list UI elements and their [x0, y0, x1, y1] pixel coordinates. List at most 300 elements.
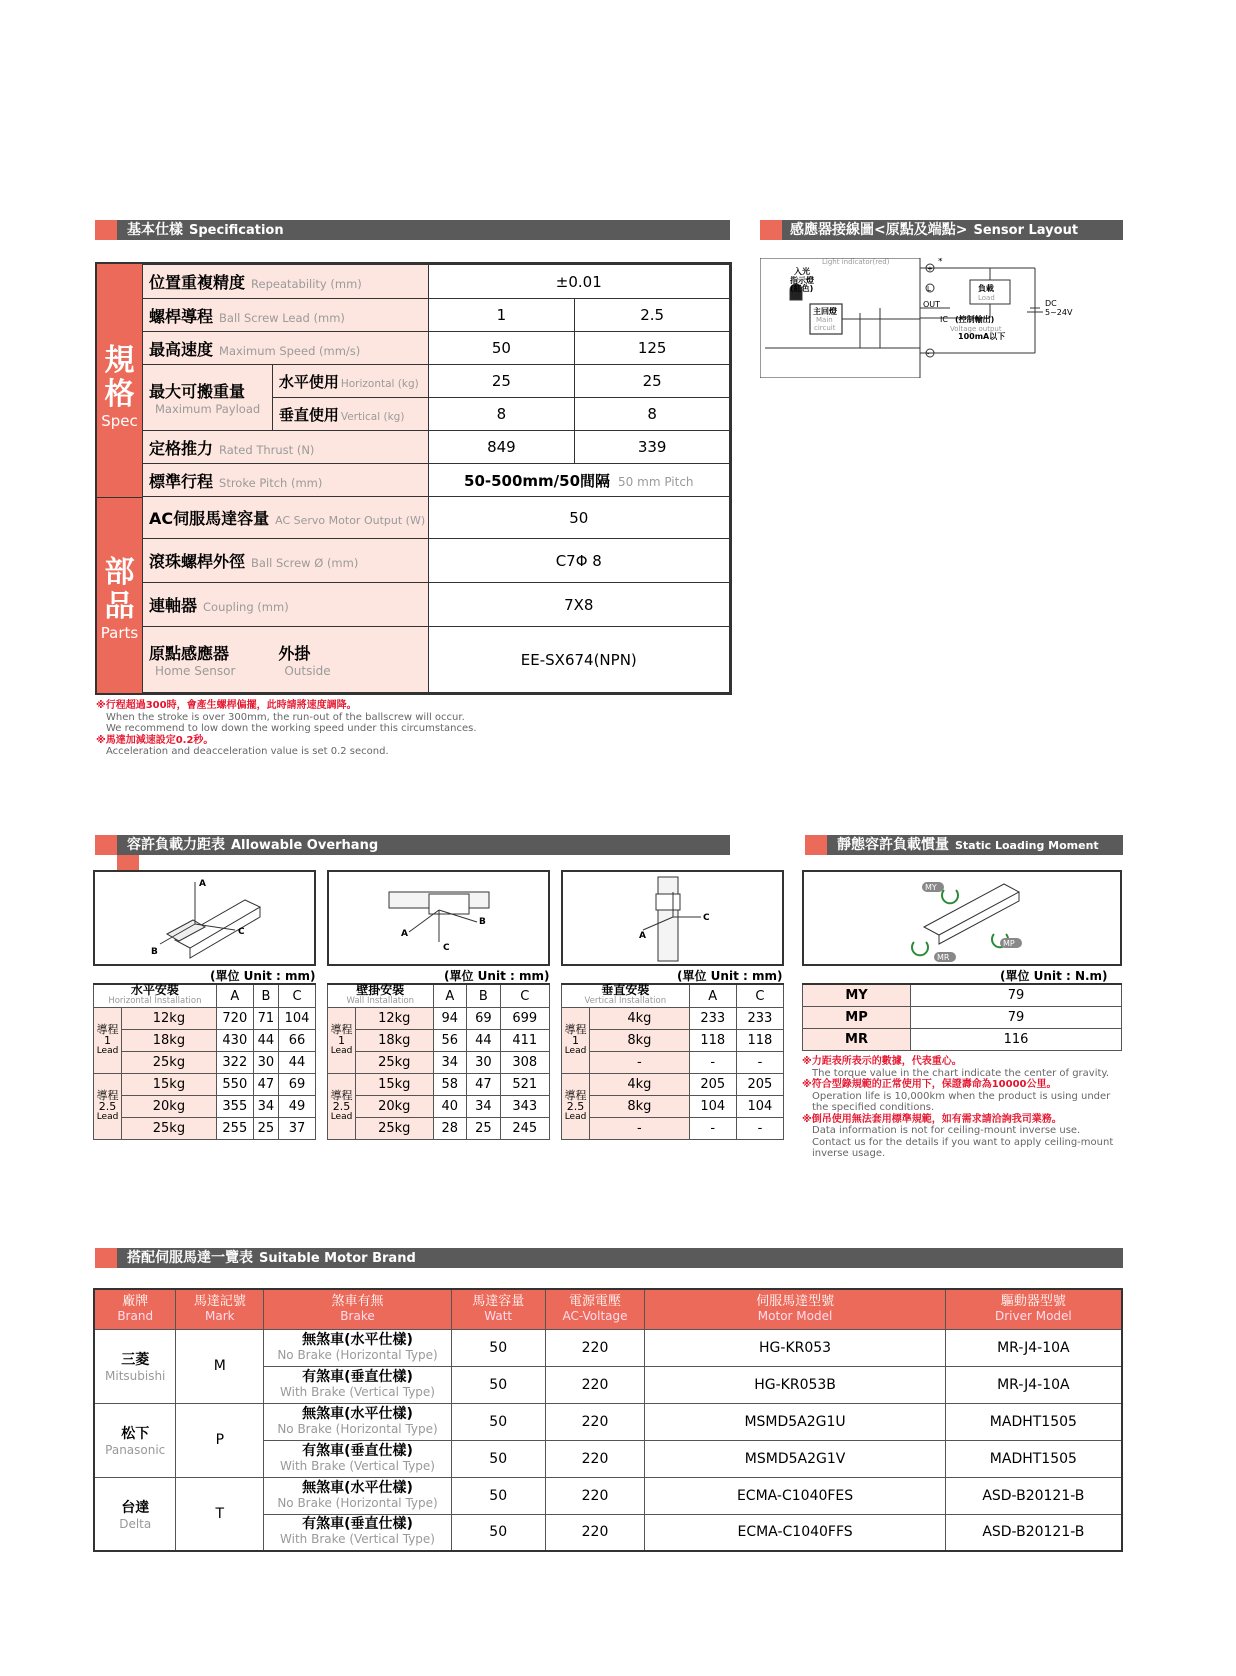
- column-header: [94, 1289, 176, 1329]
- value-cell: 104: [689, 1096, 736, 1118]
- install-type-header: [94, 984, 217, 1008]
- value: 849: [428, 431, 575, 464]
- note-ceiling-en1: Data information is not for ceiling-mount inverse use.: [812, 1125, 1081, 1136]
- value-cell: 233: [689, 1008, 736, 1030]
- moment-diagram-drawing: [804, 872, 1120, 964]
- motor-v-cell: 220: [545, 1440, 645, 1477]
- header-cn: 電源電壓: [568, 1294, 621, 1310]
- load-cell: -: [590, 1052, 690, 1074]
- table-row: [328, 1052, 550, 1074]
- lead-cn: 導程: [564, 1089, 587, 1102]
- wall-install-diagram: [327, 870, 550, 966]
- spec-side-label: [97, 264, 142, 497]
- overhang-title-en: Allowable Overhang: [231, 838, 379, 853]
- parts-side-label: [97, 497, 142, 693]
- motor-brand-table: [93, 1288, 1123, 1552]
- load-cell: 20kg: [122, 1096, 217, 1118]
- axis-b-label: B: [151, 947, 158, 957]
- axis-c-label: C: [703, 913, 710, 923]
- value: 1: [428, 299, 575, 332]
- sensor-wiring-diagram: [760, 258, 1080, 378]
- motor-header-row: [94, 1289, 1122, 1329]
- vertical-table-grid: [561, 983, 784, 1140]
- value: 50-500mm/50間隔: [464, 471, 611, 490]
- value-cell: 58: [433, 1074, 467, 1096]
- unit-label: (單位 Unit : mm): [210, 969, 316, 983]
- header-en: Driver Model: [994, 1309, 1072, 1324]
- table-row: [328, 1008, 550, 1030]
- table-row: [562, 1008, 784, 1030]
- horizontal-overhang-table: [93, 983, 316, 1140]
- value-cell: 245: [500, 1118, 549, 1140]
- value-cell: -: [689, 1052, 736, 1074]
- value-cell: 47: [253, 1074, 278, 1096]
- label-cn: 螺桿導程: [149, 306, 214, 326]
- lead-value: 2.5: [566, 1100, 585, 1113]
- motor-d-cell: MR-J4-10A: [945, 1329, 1122, 1366]
- value-cell: 720: [216, 1008, 253, 1030]
- brake-cn: 有煞車(垂直仕樣): [302, 1368, 413, 1385]
- label-cn2: 外掛: [278, 644, 311, 663]
- label-my: MY: [925, 883, 937, 892]
- note-ceiling-en2: Contact us for the details if you want to apply ceiling-mount inverse usage.: [812, 1136, 1114, 1159]
- spec-side-cn2: 格: [104, 377, 135, 412]
- spec-row-coupling: [143, 583, 730, 627]
- sensor-dc: DC: [1045, 299, 1057, 308]
- brake-cell: [264, 1440, 452, 1477]
- value-cell: 69: [278, 1074, 315, 1096]
- header-accent: [95, 835, 117, 855]
- sensor-light-en: Light indicator(red): [822, 258, 890, 266]
- value-cell: 343: [500, 1096, 549, 1118]
- note-stroke-en1: When the stroke is over 300mm, the run-out of the ballscrew will occur.: [106, 711, 465, 723]
- table-header-row: [562, 984, 784, 1008]
- value-cell: 550: [216, 1074, 253, 1096]
- wall-overhang-table: [327, 983, 550, 1140]
- motor-w-cell: 50: [451, 1366, 545, 1403]
- unit-label: (單位 Unit : mm): [444, 969, 550, 983]
- label-en: Vertical (kg): [340, 410, 405, 423]
- moment-value: 116: [911, 1028, 1122, 1050]
- value-cell: 430: [216, 1030, 253, 1052]
- motor-m-cell: MSMD5A2G1V: [645, 1440, 945, 1477]
- mark-cell: M: [176, 1329, 264, 1403]
- brand-cell: [94, 1477, 176, 1551]
- lead-cn: 導程: [96, 1023, 119, 1036]
- load-cell: 15kg: [122, 1074, 217, 1096]
- column-header: C: [500, 984, 549, 1008]
- motor-d-cell: MR-J4-10A: [945, 1366, 1122, 1403]
- value: 2.5: [575, 299, 730, 332]
- motor-w-cell: 50: [451, 1477, 545, 1514]
- table-row: [562, 1096, 784, 1118]
- moment-value: 79: [911, 984, 1122, 1006]
- value-cell: 411: [500, 1030, 549, 1052]
- value-cell: -: [689, 1118, 736, 1140]
- lead-en: Lead: [564, 1046, 587, 1056]
- label-cn: 原點感應器: [149, 644, 230, 663]
- spec-row-repeatability: [143, 265, 730, 299]
- note-accel: ※馬達加減速設定0.2秒。: [96, 734, 214, 746]
- spec-row-speed: [143, 332, 730, 365]
- moment-table: [802, 983, 1122, 1051]
- label-en: Repeatability (mm): [251, 277, 362, 291]
- table-row: [562, 1052, 784, 1074]
- moment-diagram: [802, 870, 1122, 966]
- brand-cell: [94, 1329, 176, 1403]
- sensor-ma: 100mA以下: [958, 332, 1006, 341]
- header-en: Brand: [117, 1309, 154, 1324]
- mark-cell: T: [176, 1477, 264, 1551]
- value: ±0.01: [428, 265, 729, 299]
- axis-c-label: C: [238, 927, 245, 937]
- sensor-title: 感應器接線圖<原點及端點>: [790, 222, 968, 238]
- label-en: Stroke Pitch (mm): [219, 475, 323, 490]
- mark-cell: P: [176, 1403, 264, 1477]
- motor-m-cell: MSMD5A2G1U: [645, 1403, 945, 1440]
- header-accent: [95, 220, 117, 240]
- sensor-dcv: 5~24V: [1045, 308, 1073, 317]
- value: 125: [575, 332, 730, 365]
- value-cell: 521: [500, 1074, 549, 1096]
- moment-name: MY: [803, 984, 911, 1006]
- lead-group-label: [94, 1008, 122, 1074]
- header-accent: [95, 1248, 117, 1268]
- table-row: [94, 1008, 316, 1030]
- label-cn: 連軸器: [149, 596, 198, 615]
- axis-c-label: C: [443, 943, 450, 953]
- value-cell: 44: [278, 1052, 315, 1074]
- label-cn: 水平使用: [278, 372, 339, 391]
- spec-row-screw: [143, 539, 730, 583]
- vertical-install-diagram: [561, 870, 784, 966]
- spec-row-thrust: [143, 431, 730, 464]
- label-en2: Outside: [284, 664, 331, 678]
- value: 8: [428, 398, 575, 431]
- column-header: B: [253, 984, 278, 1008]
- lead-cn: 導程: [330, 1023, 353, 1036]
- header-cn: 伺服馬達型號: [756, 1294, 835, 1310]
- label-cn: 位置重複精度: [149, 273, 246, 292]
- spec-side-cn1: 規: [104, 343, 135, 378]
- motor-m-cell: ECMA-C1040FFS: [645, 1514, 945, 1551]
- column-header: [945, 1289, 1122, 1329]
- note-ceiling: ※倒吊使用無法套用標準規範，如有需求請洽詢我司業務。: [802, 1113, 1062, 1125]
- column-header: [545, 1289, 645, 1329]
- moment-title-en: Static Loading Moment: [955, 839, 1099, 852]
- value-cell: 118: [689, 1030, 736, 1052]
- sensor-red-cn: (紅色): [790, 284, 814, 293]
- load-cell: 8kg: [590, 1030, 690, 1052]
- vertical-diagram-drawing: [563, 872, 782, 964]
- motor-row: [94, 1403, 1122, 1440]
- value: 25: [428, 365, 575, 398]
- wall-diagram-drawing: [329, 872, 548, 964]
- value: 8: [575, 398, 730, 431]
- load-cell: 4kg: [590, 1008, 690, 1030]
- table-row: [94, 1030, 316, 1052]
- value-cell: 44: [253, 1030, 278, 1052]
- value-cell: 49: [278, 1096, 315, 1118]
- lead-value: 2.5: [332, 1100, 351, 1113]
- value-cell: 30: [467, 1052, 501, 1074]
- install-type-cn: 垂直安裝: [601, 983, 650, 997]
- value-cell: -: [736, 1052, 783, 1074]
- moment-name: MR: [803, 1028, 911, 1050]
- load-cell: 25kg: [122, 1052, 217, 1074]
- spec-row-stroke: [143, 464, 730, 497]
- brand-en: Panasonic: [105, 1443, 166, 1457]
- lead-cn: 導程: [96, 1089, 119, 1102]
- moment-row: [803, 1006, 1122, 1028]
- lead-group-label: [328, 1074, 356, 1140]
- motor-m-cell: HG-KR053: [645, 1329, 945, 1366]
- table-header-row: [94, 984, 316, 1008]
- brake-cell: [264, 1477, 452, 1514]
- label-en: Coupling (mm): [203, 600, 289, 614]
- load-cell: 4kg: [590, 1074, 690, 1096]
- install-type-header: [328, 984, 434, 1008]
- motor-v-cell: 220: [545, 1514, 645, 1551]
- install-type-header: [562, 984, 690, 1008]
- column-header: A: [433, 984, 467, 1008]
- spec-title-en: Specification: [189, 223, 284, 238]
- table-row: [562, 1118, 784, 1140]
- lead-en: Lead: [330, 1112, 353, 1122]
- parts-side-en: Parts: [100, 624, 139, 642]
- header-en: Mark: [205, 1309, 235, 1324]
- value-cell: 34: [433, 1052, 467, 1074]
- header-cn: 煞車有無: [331, 1294, 384, 1310]
- motor-v-cell: 220: [545, 1403, 645, 1440]
- label-mr: MR: [937, 953, 950, 962]
- label-cn: 滾珠螺桿外徑: [149, 552, 246, 571]
- lead-en: Lead: [96, 1046, 119, 1056]
- motor-v-cell: 220: [545, 1477, 645, 1514]
- overhang-title: 容許負載力距表: [127, 837, 225, 853]
- brake-cn: 有煞車(垂直仕樣): [302, 1442, 413, 1459]
- sensor-ctrl-cn: (控制輸出): [955, 315, 995, 324]
- brand-cn: 台達: [121, 1499, 150, 1516]
- brake-cn: 無煞車(水平仕樣): [302, 1479, 413, 1496]
- lead-group-label: [562, 1008, 590, 1074]
- brand-cn: 三菱: [121, 1352, 150, 1368]
- brake-cell: [264, 1403, 452, 1440]
- table-header-row: [328, 984, 550, 1008]
- header-cn: 驅動器型號: [1000, 1294, 1066, 1310]
- label-mp: MP: [1003, 939, 1015, 948]
- motor-d-cell: ASD-B20121-B: [945, 1477, 1122, 1514]
- value-cell: 37: [278, 1118, 315, 1140]
- value: C7Φ 8: [428, 539, 729, 583]
- motor-m-cell: HG-KR053B: [645, 1366, 945, 1403]
- load-cell: 18kg: [122, 1030, 217, 1052]
- moment-title: 靜態容許負載慣量: [837, 837, 949, 853]
- table-row: [328, 1030, 550, 1052]
- column-header: C: [736, 984, 783, 1008]
- sensor-load-en: Load: [978, 294, 995, 302]
- value-cell: 47: [467, 1074, 501, 1096]
- column-header: [645, 1289, 945, 1329]
- label-cn: 垂直使用: [278, 405, 339, 424]
- label-en: Home Sensor: [155, 664, 236, 678]
- load-cell: 8kg: [590, 1096, 690, 1118]
- value-cell: 205: [689, 1074, 736, 1096]
- motor-d-cell: MADHT1505: [945, 1403, 1122, 1440]
- value: 50: [428, 497, 729, 539]
- header-cn: 馬達容量: [472, 1294, 525, 1310]
- label-en: AC Servo Motor Output (W): [275, 514, 426, 527]
- value: 50: [428, 332, 575, 365]
- sensor-main-en2: circuit: [814, 324, 836, 332]
- note-torque: ※力距表所表示的數據，代表重心。: [802, 1056, 962, 1067]
- wall-table-grid: [327, 983, 550, 1140]
- header-en: AC-Voltage: [562, 1309, 628, 1324]
- brake-en: With Brake (Vertical Type): [280, 1532, 435, 1547]
- note-torque-en: The torque value in the chart indicate the center of gravity.: [812, 1067, 1110, 1079]
- install-type-cn: 壁掛安裝: [356, 983, 405, 997]
- table-row: [328, 1096, 550, 1118]
- table-row: [94, 1052, 316, 1074]
- lead-en: Lead: [564, 1112, 587, 1122]
- spec-table: [95, 262, 732, 695]
- label-en: Maximum Speed (mm/s): [219, 343, 361, 358]
- header-en: Brake: [340, 1309, 375, 1324]
- value-cell: 308: [500, 1052, 549, 1074]
- install-type-en: Vertical Installation: [584, 996, 667, 1006]
- header-cn: 廠牌: [122, 1294, 149, 1310]
- moment-row: [803, 1028, 1122, 1050]
- label-cn: AC伺服馬達容量: [149, 509, 270, 528]
- sensor-minus: -: [927, 350, 930, 358]
- value-cell: 233: [736, 1008, 783, 1030]
- sensor-title-en: Sensor Layout: [973, 223, 1079, 238]
- value-cell: 94: [433, 1008, 467, 1030]
- load-cell: 15kg: [356, 1074, 434, 1096]
- brake-cn: 有煞車(垂直仕樣): [302, 1516, 413, 1533]
- table-row: [562, 1074, 784, 1096]
- header-en: Watt: [484, 1309, 513, 1324]
- table-row: [94, 1074, 316, 1096]
- sensor-l: L: [927, 285, 931, 293]
- label-en: Horizontal (kg): [340, 377, 419, 390]
- value-cell: 355: [216, 1096, 253, 1118]
- brake-cell: [264, 1514, 452, 1551]
- brand-cn: 松下: [121, 1426, 150, 1442]
- lead-en: Lead: [330, 1046, 353, 1056]
- motor-w-cell: 50: [451, 1514, 545, 1551]
- load-cell: 25kg: [356, 1052, 434, 1074]
- spec-title: 基本仕樣: [127, 222, 183, 238]
- axis-b-label: B: [479, 917, 486, 927]
- value: 25: [575, 365, 730, 398]
- table-row: [562, 1030, 784, 1052]
- header-cn: 馬達記號: [193, 1294, 246, 1310]
- motor-w-cell: 50: [451, 1403, 545, 1440]
- value-cell: 69: [467, 1008, 501, 1030]
- note-stroke: ※行程超過300時，會產生螺桿偏擺，此時請將速度調降。: [96, 700, 357, 711]
- header-accent: [805, 835, 827, 855]
- lead-cn: 導程: [564, 1023, 587, 1036]
- value-cell: 40: [433, 1096, 467, 1118]
- header-accent: [760, 220, 782, 240]
- load-cell: 20kg: [356, 1096, 434, 1118]
- motor-m-cell: ECMA-C1040FES: [645, 1477, 945, 1514]
- lead-cn: 導程: [330, 1089, 353, 1102]
- brake-cn: 無煞車(水平仕樣): [302, 1405, 413, 1422]
- value-cell: -: [736, 1118, 783, 1140]
- moment-row: [803, 984, 1122, 1006]
- label-cn: 最高速度: [149, 339, 214, 359]
- axis-a-label: A: [401, 929, 408, 939]
- lead-en: Lead: [96, 1112, 119, 1122]
- column-header: B: [467, 984, 501, 1008]
- brake-en: With Brake (Vertical Type): [280, 1384, 435, 1399]
- sensor-star: *: [938, 258, 943, 267]
- value-cell: 34: [253, 1096, 278, 1118]
- brake-en: With Brake (Vertical Type): [280, 1458, 435, 1473]
- load-cell: 18kg: [356, 1030, 434, 1052]
- motor-d-cell: MADHT1505: [945, 1440, 1122, 1477]
- brake-en: No Brake (Horizontal Type): [277, 1347, 438, 1362]
- value-cell: 71: [253, 1008, 278, 1030]
- note-accel-en: Acceleration and deacceleration value is set 0.2 second.: [106, 746, 389, 757]
- motor-row: [94, 1477, 1122, 1514]
- axis-a-label: A: [639, 931, 646, 941]
- load-cell: 25kg: [356, 1118, 434, 1140]
- column-header: C: [278, 984, 315, 1008]
- motor-section-header: [95, 1248, 1123, 1268]
- value-cell: 28: [433, 1118, 467, 1140]
- sensor-load-cn: 負載: [978, 284, 994, 293]
- vertical-overhang-table: [561, 983, 784, 1140]
- install-type-en: Horizontal Installation: [108, 996, 202, 1006]
- brand-en: Mitsubishi: [105, 1369, 166, 1383]
- sensor-main-en1: Main: [816, 316, 833, 324]
- value: 339: [575, 431, 730, 464]
- motor-title: 搭配伺服馬達一覽表: [127, 1250, 253, 1266]
- lead-value: 1: [338, 1034, 345, 1047]
- value: 7X8: [428, 583, 729, 627]
- label-cn: 定格推力: [149, 438, 214, 458]
- spec-row-home: [143, 627, 730, 693]
- brake-en: No Brake (Horizontal Type): [277, 1421, 438, 1436]
- parts-side-cn2: 品: [104, 589, 135, 624]
- axis-a-label: A: [199, 879, 206, 889]
- moment-notes: [802, 1056, 1122, 1160]
- motor-w-cell: 50: [451, 1440, 545, 1477]
- horizontal-diagram-drawing: [95, 872, 314, 964]
- moment-value: 79: [911, 1006, 1122, 1028]
- value-cell: 322: [216, 1052, 253, 1074]
- value-en: 50 mm Pitch: [618, 474, 694, 489]
- spec-row-lead: [143, 299, 730, 332]
- header-en: Motor Model: [757, 1309, 833, 1324]
- table-row: [94, 1096, 316, 1118]
- brake-cn: 無煞車(水平仕樣): [302, 1331, 413, 1348]
- horizontal-table-grid: [93, 983, 316, 1140]
- lead-value: 2.5: [98, 1100, 117, 1113]
- table-row: [94, 1118, 316, 1140]
- sensor-out: OUT: [923, 300, 941, 309]
- brand-cell: [94, 1403, 176, 1477]
- sensor-volt-en: Voltage output: [950, 325, 1002, 333]
- motor-v-cell: 220: [545, 1366, 645, 1403]
- table-row: [328, 1074, 550, 1096]
- value-cell: 44: [467, 1030, 501, 1052]
- moment-section-header: [805, 835, 1123, 855]
- sensor-plus: +: [927, 265, 933, 273]
